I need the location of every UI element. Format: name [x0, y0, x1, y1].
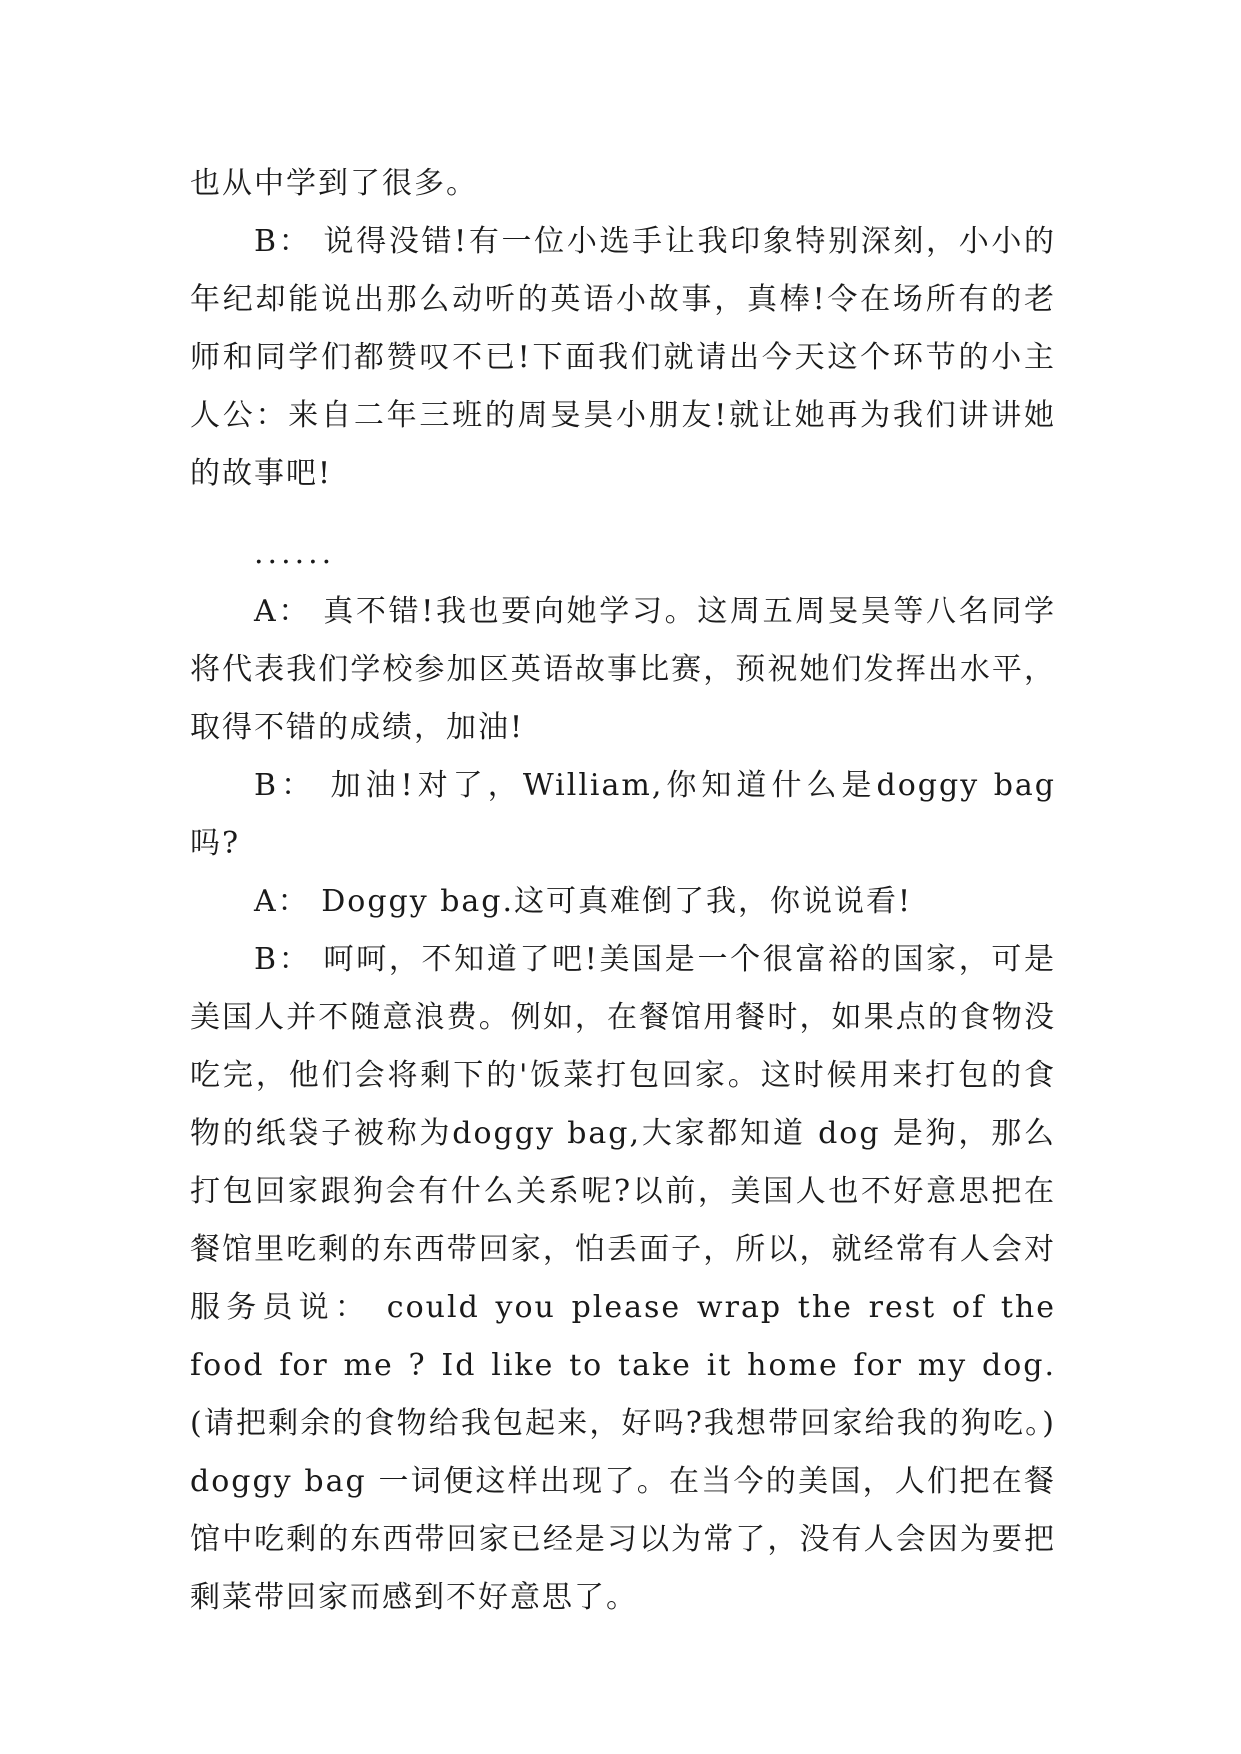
- paragraph-a-praise: A： 真不错!我也要向她学习。这周五周旻昊等八名同学将代表我们学校参加区英语故事比赛，预祝她们发挥出水平，取得不错的成绩，加油!: [190, 594, 1056, 745]
- paragraph-ellipsis: ......: [254, 536, 336, 571]
- document-body: [190, 155, 1056, 1627]
- paragraph-continuation: 也从中学到了很多。: [190, 166, 478, 201]
- paragraph-a-response: A： Doggy bag.这可真难倒了我，你说说看!: [254, 884, 913, 919]
- paragraph-b-explanation: B： 呵呵，不知道了吧!美国是一个很富裕的国家，可是美国人并不随意浪费。例如，在餐馆用餐时，如果点的食物没吃完，他们会将剩下的'饭菜打包回家。这时候用来打包的食物的纸袋子被称为doggy bag,大家都知道 dog 是狗，那么打包回家跟狗会有什么关系呢?以前，美国人也不好意思把在餐馆里吃剩的东西带回家，怕丢面子，所以，就经常有人会对服务员说： could you please wrap the rest of the food for me ? Id like to take it home for my dog.(请把剩余的食物给我包起来，好吗?我想带回家给我的狗吃。) doggy bag 一词便这样出现了。在当今的美国，人们把在餐馆中吃剩的东西带回家已经是习以为常了，没有人会因为要把剩菜带回家而感到不好意思了。: [190, 942, 1056, 1615]
- paragraph-b-question: B： 加油!对了，William,你知道什么是doggy bag 吗?: [190, 768, 1056, 861]
- paragraph-b-intro: B： 说得没错!有一位小选手让我印象特别深刻，小小的年纪却能说出那么动听的英语小故事，真棒!令在场所有的老师和同学们都赞叹不已!下面我们就请出今天这个环节的小主人公：来自二年三班的周旻昊小朋友!就让她再为我们讲讲她的故事吧!: [190, 224, 1056, 491]
